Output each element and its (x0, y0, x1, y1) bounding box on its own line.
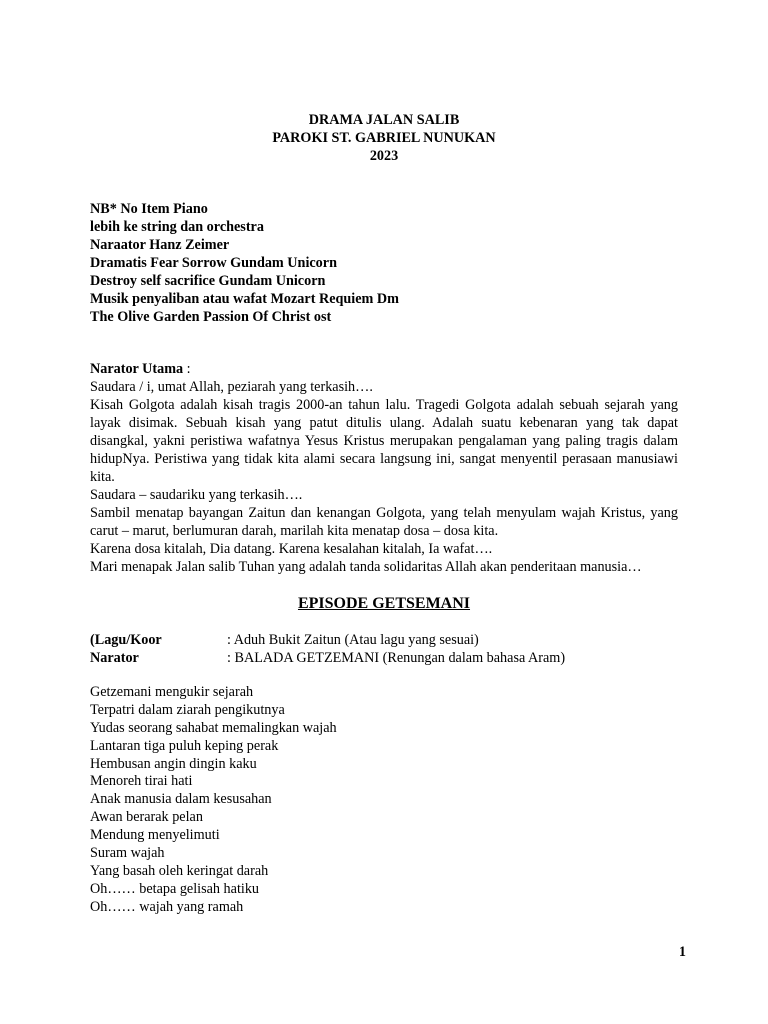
narrator-heading: Narator Utama (90, 361, 184, 377)
narrator-paragraph: Sambil menatap bayangan Zaitun dan kenangan Golgota, yang telah menyulam wajah Kristus, yang carut – marut, berlumuran darah, marilah kita menatap dosa – dosa kita. (90, 505, 678, 539)
poem-line: Anak manusia dalam kesusahan (90, 791, 272, 808)
poem-line: Oh…… wajah yang ramah (90, 898, 244, 915)
narrator-paragraph: Mari menapak Jalan salib Tuhan yang adalah tanda solidaritas Allah akan penderitaan manusia… (90, 559, 642, 575)
poem-line: Menoreh tirai hati (90, 773, 193, 790)
poem-line: Hembusan angin dingin kaku (90, 755, 257, 772)
episode-cast-list (90, 631, 690, 667)
note-line: NB* No Item Piano (90, 201, 208, 217)
poem-line: Awan berarak pelan (90, 809, 203, 826)
note-line: The Olive Garden Passion Of Christ ost (90, 309, 332, 325)
poem-line: Yang basah oleh keringat darah (90, 862, 269, 879)
narrator-paragraph: Saudara / i, umat Allah, peziarah yang terkasih…. (90, 379, 373, 395)
narrator-heading-colon: : (183, 361, 191, 377)
narrator-paragraph: Kisah Golgota adalah kisah tragis 2000-an tahun lalu. Tragedi Golgota adalah sebuah sejarah yang layak disimak. Sebuah kisah yang patut ditulis ulang. Adalah suatu kebenaran yang tak dapat disangkal, yakni peristiwa wafatnya Yesus Kristus merupakan pengalaman yang paling tragis dalam hidupNya. Peristiwa yang tidak kita alami secara langsung ini, sangat menyentil perasaan manusiawi kita. (90, 397, 678, 485)
note-line: Naraator Hanz Zeimer (90, 237, 230, 253)
narrator-paragraph: Karena dosa kitalah, Dia datang. Karena kesalahan kitalah, Ia wafat…. (90, 541, 493, 557)
note-line: Musik penyaliban atau wafat Mozart Requiem Dm (90, 291, 399, 307)
note-line: Dramatis Fear Sorrow Gundam Unicorn (90, 255, 337, 271)
poem-line: Oh…… betapa gelisah hatiku (90, 880, 260, 897)
cast-row (90, 649, 690, 667)
title-line-1: DRAMA JALAN SALIB (308, 112, 460, 128)
note-line: Destroy self sacrifice Gundam Unicorn (90, 273, 326, 289)
poem-line: Yudas seorang sahabat memalingkan wajah (90, 719, 337, 736)
document-title (0, 111, 768, 165)
cast-role: (Lagu/Koor (90, 632, 162, 648)
poem-line: Getzemani mengukir sejarah (90, 684, 254, 700)
poem-line: Mendung menyelimuti (90, 827, 220, 844)
poem-balada-getzemani (90, 684, 590, 917)
cast-row (90, 631, 690, 649)
note-line: lebih ke string dan orchestra (90, 219, 264, 235)
main-narrator-section (90, 360, 678, 576)
poem-line: Lantaran tiga puluh keping perak (90, 737, 279, 754)
cast-description: : BALADA GETZEMANI (Renungan dalam bahasa Aram) (227, 650, 566, 666)
title-line-2: PAROKI ST. GABRIEL NUNUKAN (272, 130, 496, 146)
poem-line: Suram wajah (90, 845, 165, 862)
episode-heading: EPISODE GETSEMANI (297, 595, 471, 612)
narrator-paragraph: Saudara – saudariku yang terkasih…. (90, 487, 303, 503)
cast-description: : Aduh Bukit Zaitun (Atau lagu yang sesuai) (227, 632, 479, 648)
production-notes (90, 200, 690, 326)
narrator-heading-line (90, 360, 678, 378)
title-line-3: 2023 (369, 148, 399, 164)
poem-line: Terpatri dalam ziarah pengikutnya (90, 701, 285, 718)
page-number: 1 (678, 944, 686, 960)
cast-role: Narator (90, 650, 139, 666)
